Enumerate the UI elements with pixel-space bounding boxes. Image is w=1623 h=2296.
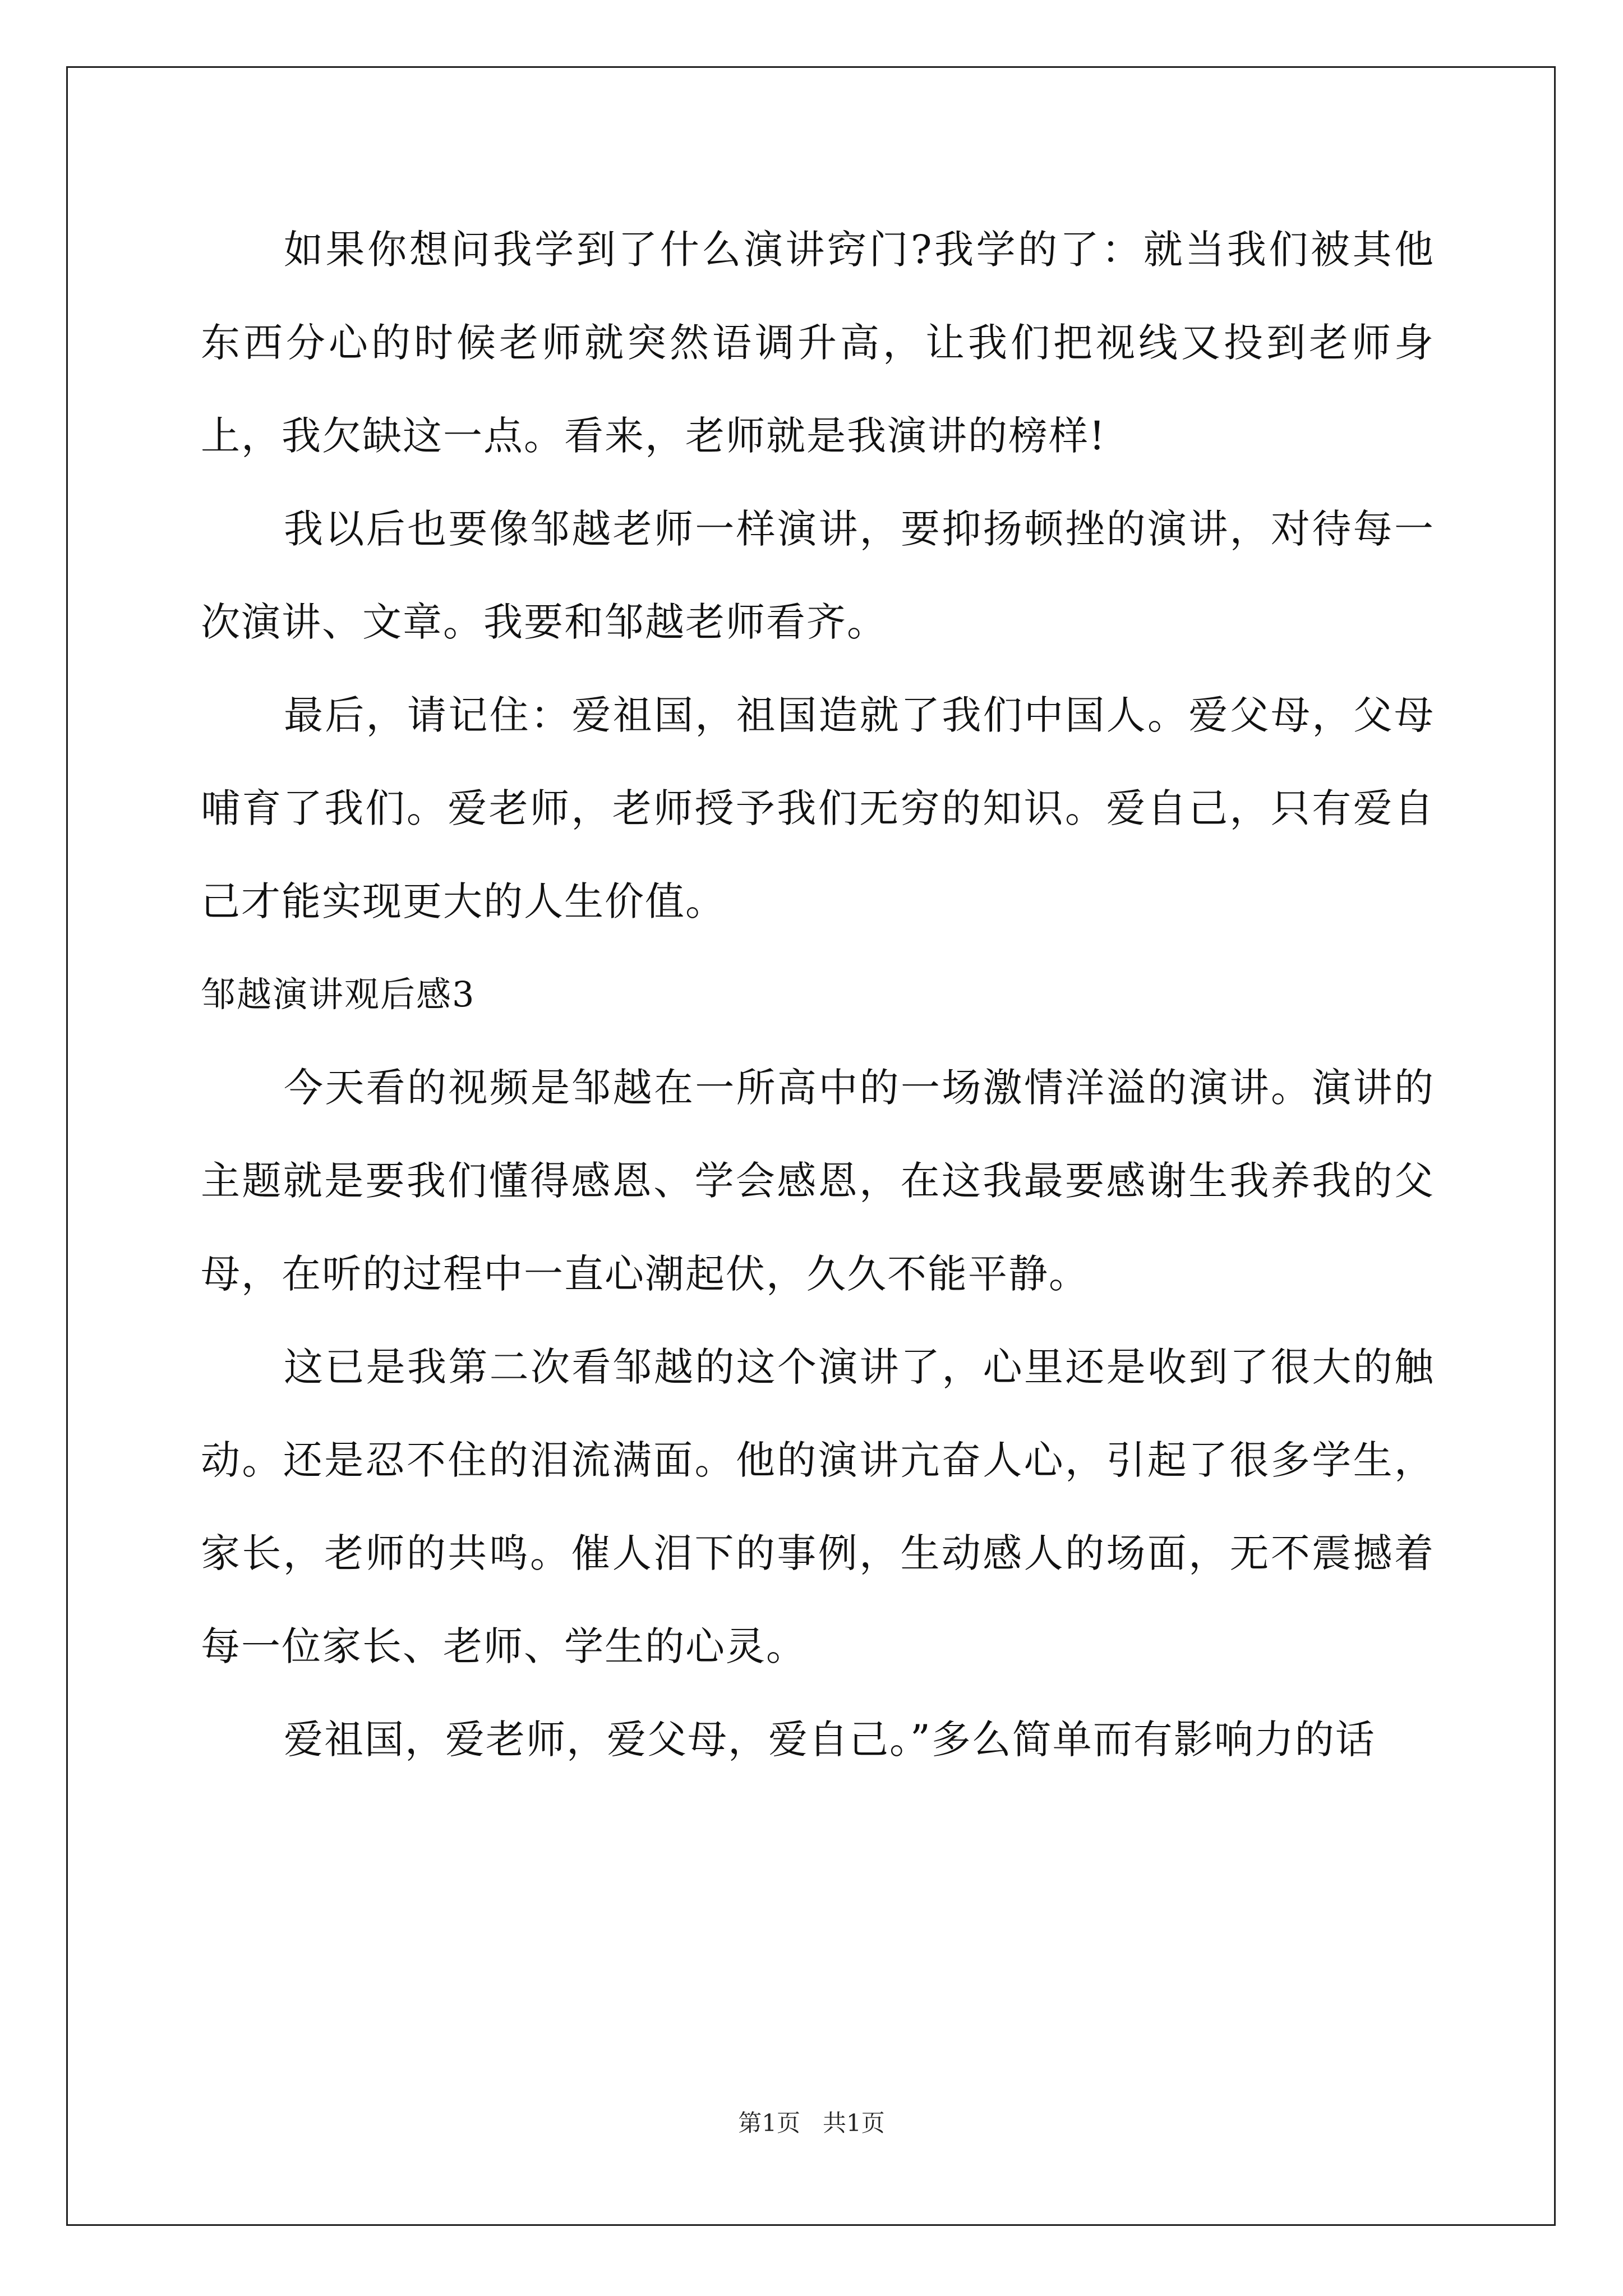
section-title: 邹越演讲观后感3	[201, 974, 476, 1015]
page-footer: 第1页 共1页	[738, 2109, 885, 2137]
document-body	[201, 203, 1435, 1786]
paragraph: 最后，请记住：爱祖国，祖国造就了我们中国人。爱父母，父母哺育了我们。爱老师，老师授予我们无穷的知识。爱自己，只有爱自己才能实现更大的人生价值。	[201, 692, 1435, 924]
paragraph: 我以后也要像邹越老师一样演讲，要抑扬顿挫的演讲，对待每一次演讲、文章。我要和邹越老师看齐。	[201, 506, 1435, 645]
paragraph: 如果你想问我学到了什么演讲窍门?我学的了：就当我们被其他东西分心的时候老师就突然语调升高，让我们把视线又投到老师身上，我欠缺这一点。看来，老师就是我演讲的榜样!	[201, 227, 1435, 459]
paragraph: 今天看的视频是邹越在一所高中的一场激情洋溢的演讲。演讲的主题就是要我们懂得感恩、学会感恩，在这我最要感谢生我养我的父母，在听的过程中一直心潮起伏，久久不能平静。	[201, 1065, 1435, 1297]
paragraph: 爱祖国，爱老师，爱父母，爱自己。”多么简单而有影响力的话	[284, 1717, 1376, 1763]
paragraph: 这已是我第二次看邹越的这个演讲了，心里还是收到了很大的触动。还是忍不住的泪流满面。他的演讲亢奋人心，引起了很多学生，家长，老师的共鸣。催人泪下的事例，生动感人的场面，无不震撼着每一位家长、老师、学生的心灵。	[201, 1344, 1435, 1669]
